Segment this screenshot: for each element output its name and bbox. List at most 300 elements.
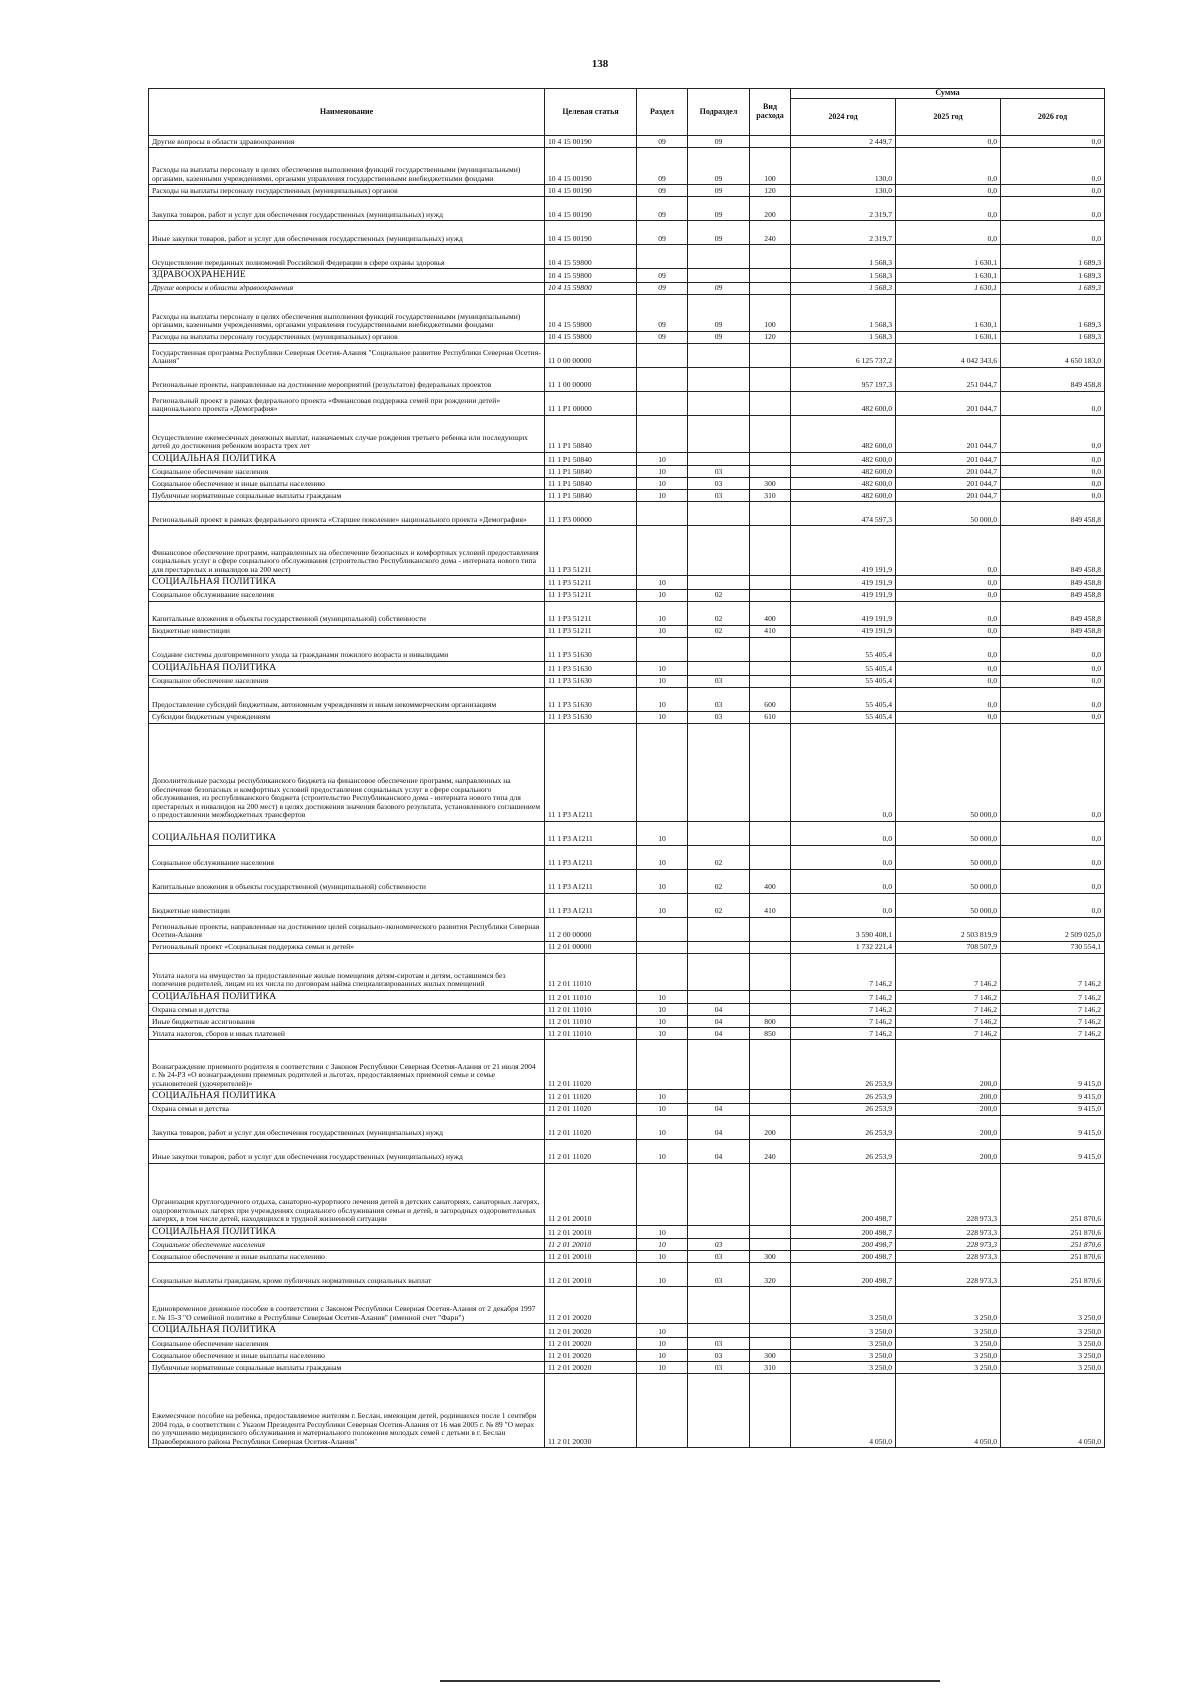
row-name: Уплата налогов, сборов и иных платежей [149, 1028, 545, 1040]
table-row [149, 1004, 1105, 1016]
header-sum: Сумма [791, 89, 1105, 99]
row-name: Региональные проекты, направленные на достижение мероприятий (результатов) федеральных проектов [149, 367, 545, 391]
row-target-article: 11 2 01 20010 [545, 1163, 637, 1225]
row-subsection [688, 415, 750, 452]
row-value-2026: 1 689,3 [1001, 269, 1105, 283]
row-value-2026: 0,0 [1001, 197, 1105, 221]
row-name: Социальные выплаты гражданам, кроме публичных нормативных социальных выплат [149, 1263, 545, 1287]
table-row [149, 1287, 1105, 1324]
row-section: 10 [637, 711, 688, 723]
row-subsection [688, 343, 750, 367]
row-name: СОЦИАЛЬНАЯ ПОЛИТИКА [149, 576, 545, 590]
row-value-2025: 0,0 [896, 185, 1001, 197]
row-section: 09 [637, 197, 688, 221]
row-name: Другие вопросы в области здравоохранения [149, 282, 545, 294]
table-row [149, 1103, 1105, 1115]
row-section: 10 [637, 452, 688, 466]
row-value-2026: 0,0 [1001, 452, 1105, 466]
row-value-2025: 4 050,0 [896, 1374, 1001, 1448]
row-value-2024: 0,0 [791, 723, 896, 821]
row-section [637, 391, 688, 415]
row-value-2026: 9 415,0 [1001, 1103, 1105, 1115]
row-value-2024: 0,0 [791, 845, 896, 869]
row-section: 10 [637, 478, 688, 490]
row-expense-type [750, 136, 791, 148]
row-value-2025: 50 000,0 [896, 893, 1001, 917]
table-row [149, 1225, 1105, 1239]
row-value-2026: 0,0 [1001, 869, 1105, 893]
row-value-2024: 2 449,7 [791, 136, 896, 148]
row-value-2024: 55 405,4 [791, 637, 896, 661]
row-name: Уплата налога на имущество за предоставленные жилые помещения детям-сиротам и детям, оставшимся без попечения родителей, лицам из их числа по договорам найма специализированных жилых помещений [149, 953, 545, 990]
row-value-2024: 1 568,3 [791, 245, 896, 269]
row-value-2025: 1 630,1 [896, 245, 1001, 269]
row-target-article: 11 1 P1 50840 [545, 478, 637, 490]
row-value-2026: 730 554,1 [1001, 941, 1105, 953]
row-subsection: 02 [688, 893, 750, 917]
row-target-article: 11 2 01 11020 [545, 1103, 637, 1115]
row-name: Капитальные вложения в объекты государственной (муниципальной) собственности [149, 869, 545, 893]
row-subsection [688, 821, 750, 845]
row-value-2024: 0,0 [791, 869, 896, 893]
row-target-article: 11 2 01 20020 [545, 1324, 637, 1338]
row-target-article: 11 0 00 00000 [545, 343, 637, 367]
row-value-2024: 474 597,3 [791, 502, 896, 526]
row-target-article: 10 4 15 59800 [545, 294, 637, 331]
row-value-2024: 55 405,4 [791, 675, 896, 687]
table-row [149, 723, 1105, 821]
row-expense-type [750, 637, 791, 661]
table-row [149, 869, 1105, 893]
row-section: 09 [637, 148, 688, 185]
row-value-2026: 251 870,6 [1001, 1225, 1105, 1239]
row-value-2024: 3 250,0 [791, 1324, 896, 1338]
row-expense-type [750, 245, 791, 269]
row-target-article: 10 4 15 00190 [545, 185, 637, 197]
row-target-article: 11 2 01 20020 [545, 1362, 637, 1374]
row-value-2024: 419 191,9 [791, 625, 896, 637]
header-subsection: Подраздел [688, 89, 750, 136]
row-subsection [688, 367, 750, 391]
row-name: СОЦИАЛЬНАЯ ПОЛИТИКА [149, 1225, 545, 1239]
row-expense-type [750, 466, 791, 478]
table-row [149, 661, 1105, 675]
row-value-2024: 2 319,7 [791, 197, 896, 221]
row-expense-type [750, 526, 791, 576]
row-section [637, 941, 688, 953]
row-target-article: 11 2 01 11010 [545, 953, 637, 990]
row-target-article: 11 1 P3 A1211 [545, 821, 637, 845]
row-value-2024: 1 568,3 [791, 294, 896, 331]
row-expense-type [750, 917, 791, 941]
table-row [149, 1251, 1105, 1263]
table-row [149, 953, 1105, 990]
table-row [149, 185, 1105, 197]
row-subsection [688, 391, 750, 415]
row-expense-type [750, 675, 791, 687]
row-section: 10 [637, 1139, 688, 1163]
row-value-2025: 0,0 [896, 687, 1001, 711]
header-2024: 2024 год [791, 98, 896, 135]
row-target-article: 11 1 P3 51630 [545, 637, 637, 661]
row-value-2026: 0,0 [1001, 675, 1105, 687]
header-name: Наименование [149, 89, 545, 136]
row-value-2026: 0,0 [1001, 711, 1105, 723]
row-name: Бюджетные инвестиции [149, 625, 545, 637]
row-section [637, 1040, 688, 1090]
table-row [149, 391, 1105, 415]
row-value-2026: 849 458,8 [1001, 589, 1105, 601]
row-subsection: 03 [688, 1338, 750, 1350]
row-value-2024: 55 405,4 [791, 687, 896, 711]
row-subsection [688, 245, 750, 269]
row-section [637, 502, 688, 526]
row-expense-type: 410 [750, 625, 791, 637]
row-section: 10 [637, 1115, 688, 1139]
row-value-2024: 26 253,9 [791, 1115, 896, 1139]
table-row [149, 821, 1105, 845]
row-target-article: 11 2 01 20030 [545, 1374, 637, 1448]
table-row [149, 282, 1105, 294]
table-row [149, 1163, 1105, 1225]
row-value-2025: 1 630,1 [896, 269, 1001, 283]
row-subsection: 03 [688, 711, 750, 723]
row-value-2026: 9 415,0 [1001, 1040, 1105, 1090]
row-subsection: 02 [688, 869, 750, 893]
row-target-article: 11 2 01 20010 [545, 1263, 637, 1287]
row-expense-type: 410 [750, 893, 791, 917]
row-value-2024: 130,0 [791, 185, 896, 197]
row-subsection [688, 1040, 750, 1090]
row-value-2026: 3 250,0 [1001, 1350, 1105, 1362]
row-expense-type [750, 1338, 791, 1350]
row-section: 10 [637, 1016, 688, 1028]
row-name: Региональный проект в рамках федерального проекта «Финансовая поддержка семей при рождении детей» национального проекта «Демография» [149, 391, 545, 415]
row-section [637, 953, 688, 990]
row-value-2025: 7 146,2 [896, 1004, 1001, 1016]
row-target-article: 11 2 01 11010 [545, 990, 637, 1004]
row-value-2024: 7 146,2 [791, 1004, 896, 1016]
table-row [149, 502, 1105, 526]
budget-table [148, 88, 1105, 1448]
row-target-article: 11 2 01 11020 [545, 1115, 637, 1139]
table-row [149, 1362, 1105, 1374]
row-section: 09 [637, 221, 688, 245]
row-target-article: 10 4 15 00190 [545, 221, 637, 245]
row-section: 10 [637, 490, 688, 502]
row-subsection [688, 661, 750, 675]
table-row [149, 1139, 1105, 1163]
row-value-2026: 251 870,6 [1001, 1239, 1105, 1251]
table-row [149, 1263, 1105, 1287]
row-expense-type: 310 [750, 1362, 791, 1374]
row-value-2024: 3 590 408,1 [791, 917, 896, 941]
row-section [637, 343, 688, 367]
row-value-2024: 1 568,3 [791, 331, 896, 343]
row-subsection: 04 [688, 1028, 750, 1040]
row-subsection [688, 990, 750, 1004]
row-value-2024: 7 146,2 [791, 1016, 896, 1028]
table-row [149, 197, 1105, 221]
row-name: СОЦИАЛЬНАЯ ПОЛИТИКА [149, 821, 545, 845]
row-value-2025: 3 250,0 [896, 1287, 1001, 1324]
row-section [637, 367, 688, 391]
row-value-2025: 50 000,0 [896, 845, 1001, 869]
row-expense-type [750, 452, 791, 466]
row-value-2026: 7 146,2 [1001, 990, 1105, 1004]
row-section: 10 [637, 1251, 688, 1263]
row-subsection: 04 [688, 1139, 750, 1163]
header-expense-type: Вид расхода [750, 89, 791, 136]
row-name: Осуществление ежемесячных денежных выплат, назначаемых случае рождения третьего ребенка или последующих детей до достижения ребенком возраста трех лет [149, 415, 545, 452]
row-section: 10 [637, 1028, 688, 1040]
row-expense-type [750, 1287, 791, 1324]
row-value-2025: 200,0 [896, 1040, 1001, 1090]
row-expense-type [750, 589, 791, 601]
table-row [149, 466, 1105, 478]
row-name: Социальное обеспечение населения [149, 1239, 545, 1251]
row-value-2025: 0,0 [896, 601, 1001, 625]
row-subsection: 09 [688, 197, 750, 221]
table-row [149, 675, 1105, 687]
row-target-article: 11 1 P1 50840 [545, 466, 637, 478]
table-row [149, 136, 1105, 148]
table-row [149, 1028, 1105, 1040]
table-row [149, 687, 1105, 711]
row-value-2026: 251 870,6 [1001, 1163, 1105, 1225]
table-row [149, 343, 1105, 367]
row-expense-type: 310 [750, 490, 791, 502]
row-name: Субсидии бюджетным учреждениям [149, 711, 545, 723]
row-subsection: 03 [688, 490, 750, 502]
row-value-2026: 9 415,0 [1001, 1139, 1105, 1163]
row-value-2025: 0,0 [896, 711, 1001, 723]
row-value-2026: 849 458,8 [1001, 526, 1105, 576]
row-value-2025: 201 044,7 [896, 466, 1001, 478]
row-value-2025: 201 044,7 [896, 391, 1001, 415]
table-row [149, 625, 1105, 637]
bottom-rule [440, 1680, 940, 1682]
row-value-2025: 201 044,7 [896, 415, 1001, 452]
row-section: 10 [637, 576, 688, 590]
header-2025: 2025 год [896, 98, 1001, 135]
row-value-2025: 0,0 [896, 221, 1001, 245]
row-subsection: 02 [688, 845, 750, 869]
row-name: Иные закупки товаров, работ и услуг для обеспечения государственных (муниципальных) нужд [149, 1139, 545, 1163]
row-name: Социальное обеспечение населения [149, 1338, 545, 1350]
row-expense-type [750, 990, 791, 1004]
row-value-2024: 200 498,7 [791, 1225, 896, 1239]
row-subsection: 09 [688, 221, 750, 245]
row-value-2026: 0,0 [1001, 687, 1105, 711]
row-subsection [688, 1163, 750, 1225]
row-value-2026: 849 458,8 [1001, 601, 1105, 625]
row-name: Социальное обеспечение населения [149, 675, 545, 687]
row-target-article: 11 2 01 00000 [545, 941, 637, 953]
row-name: Предоставление субсидий бюджетным, автономным учреждениям и иным некоммерческим организациям [149, 687, 545, 711]
row-subsection: 03 [688, 466, 750, 478]
row-value-2026: 0,0 [1001, 821, 1105, 845]
row-value-2024: 7 146,2 [791, 953, 896, 990]
table-row [149, 576, 1105, 590]
row-subsection: 02 [688, 601, 750, 625]
row-target-article: 11 1 P3 51211 [545, 526, 637, 576]
table-body [149, 136, 1105, 1448]
row-value-2025: 200,0 [896, 1103, 1001, 1115]
row-name: Социальное обеспечение и иные выплаты населению [149, 1251, 545, 1263]
row-target-article: 11 1 P3 51211 [545, 589, 637, 601]
table-row [149, 1239, 1105, 1251]
row-section: 10 [637, 625, 688, 637]
row-expense-type: 240 [750, 1139, 791, 1163]
row-name: Социальное обслуживание населения [149, 845, 545, 869]
row-value-2025: 228 973,3 [896, 1239, 1001, 1251]
row-expense-type: 200 [750, 1115, 791, 1139]
row-subsection [688, 269, 750, 283]
row-value-2024: 26 253,9 [791, 1040, 896, 1090]
row-value-2026: 0,0 [1001, 148, 1105, 185]
row-value-2025: 0,0 [896, 625, 1001, 637]
row-subsection: 09 [688, 148, 750, 185]
row-value-2025: 201 044,7 [896, 478, 1001, 490]
row-target-article: 11 1 P3 51211 [545, 625, 637, 637]
row-subsection: 03 [688, 478, 750, 490]
row-value-2026: 0,0 [1001, 637, 1105, 661]
row-subsection: 03 [688, 1350, 750, 1362]
row-name: Единовременное денежное пособие в соответствии с Законом Республики Северная Осетия-Алания от 2 декабря 1997 г. № 15-З "О семейной политике в Республике Северная Осетия-Алания" (именной счет "Фарн") [149, 1287, 545, 1324]
row-value-2026: 9 415,0 [1001, 1115, 1105, 1139]
row-subsection [688, 576, 750, 590]
row-value-2024: 3 250,0 [791, 1362, 896, 1374]
row-name: СОЦИАЛЬНАЯ ПОЛИТИКА [149, 661, 545, 675]
row-expense-type [750, 723, 791, 821]
row-target-article: 11 2 00 00000 [545, 917, 637, 941]
row-target-article: 11 1 P1 50840 [545, 452, 637, 466]
row-value-2026: 0,0 [1001, 466, 1105, 478]
row-target-article: 11 1 P3 51630 [545, 661, 637, 675]
row-target-article: 11 2 01 20010 [545, 1251, 637, 1263]
row-subsection: 02 [688, 625, 750, 637]
row-section: 10 [637, 1350, 688, 1362]
row-expense-type [750, 1163, 791, 1225]
row-subsection [688, 917, 750, 941]
row-section [637, 1287, 688, 1324]
row-name: Иные закупки товаров, работ и услуг для обеспечения государственных (муниципальных) нужд [149, 221, 545, 245]
row-target-article: 11 2 01 20020 [545, 1338, 637, 1350]
row-target-article: 11 1 P3 51211 [545, 601, 637, 625]
row-subsection: 04 [688, 1103, 750, 1115]
row-expense-type: 240 [750, 221, 791, 245]
row-value-2026: 0,0 [1001, 723, 1105, 821]
row-target-article: 11 2 01 11010 [545, 1004, 637, 1016]
table-row [149, 893, 1105, 917]
row-value-2024: 55 405,4 [791, 661, 896, 675]
row-section [637, 917, 688, 941]
row-value-2026: 3 250,0 [1001, 1338, 1105, 1350]
row-name: Охрана семьи и детства [149, 1004, 545, 1016]
row-target-article: 10 4 15 59800 [545, 331, 637, 343]
row-expense-type: 300 [750, 478, 791, 490]
row-expense-type: 200 [750, 197, 791, 221]
row-value-2024: 419 191,9 [791, 526, 896, 576]
row-value-2025: 50 000,0 [896, 502, 1001, 526]
row-value-2024: 957 197,3 [791, 367, 896, 391]
table-row [149, 367, 1105, 391]
row-value-2025: 228 973,3 [896, 1225, 1001, 1239]
table-row [149, 1090, 1105, 1104]
row-name: Охрана семьи и детства [149, 1103, 545, 1115]
table-row [149, 1374, 1105, 1448]
row-name: Вознаграждение приемного родителя в соответствии с Законом Республики Северная Осетия-Алания от 21 июля 2004 г. № 24-РЗ «О вознаграждении приемных родителей и льготах, предоставляемых приемной семье и семье усыновителей (удочерителей)» [149, 1040, 545, 1090]
row-expense-type: 120 [750, 331, 791, 343]
row-expense-type [750, 502, 791, 526]
table-row [149, 245, 1105, 269]
row-section: 10 [637, 1324, 688, 1338]
row-subsection: 03 [688, 687, 750, 711]
row-subsection [688, 941, 750, 953]
row-target-article: 11 1 P1 50840 [545, 415, 637, 452]
row-subsection [688, 1090, 750, 1104]
table-row [149, 452, 1105, 466]
row-value-2025: 7 146,2 [896, 990, 1001, 1004]
row-name: Организация круглогодичного отдыха, санаторно-курортного лечения детей в детских санаториях, санаторных лагерях, оздоровительных лагерях при учреждениях социального обслуживания семьи и детей, в загородных оздоровительных лагерях, в том числе детей, находящихся в трудной жизненной ситуации [149, 1163, 545, 1225]
table-row [149, 941, 1105, 953]
row-subsection: 04 [688, 1016, 750, 1028]
row-expense-type [750, 282, 791, 294]
row-name: Расходы на выплаты персоналу государственных (муниципальных) органов [149, 185, 545, 197]
row-value-2026: 1 689,3 [1001, 282, 1105, 294]
row-subsection: 03 [688, 1239, 750, 1251]
row-value-2026: 3 250,0 [1001, 1324, 1105, 1338]
row-value-2025: 201 044,7 [896, 490, 1001, 502]
row-name: Расходы на выплаты персоналу в целях обеспечения выполнения функций государственными (муниципальными) органами, казенными учреждениями, органами управления государственными внебюджетными фондами [149, 294, 545, 331]
table-row [149, 917, 1105, 941]
row-value-2024: 3 250,0 [791, 1350, 896, 1362]
row-value-2026: 0,0 [1001, 391, 1105, 415]
row-target-article: 11 2 01 11020 [545, 1090, 637, 1104]
row-value-2024: 0,0 [791, 821, 896, 845]
table-row [149, 637, 1105, 661]
row-value-2025: 200,0 [896, 1139, 1001, 1163]
row-value-2026: 251 870,6 [1001, 1263, 1105, 1287]
row-value-2025: 1 630,1 [896, 282, 1001, 294]
row-name: Осуществление переданных полномочий Российской Федерации в сфере охраны здоровья [149, 245, 545, 269]
row-name: Капитальные вложения в объекты государственной (муниципальной) собственности [149, 601, 545, 625]
row-target-article: 11 1 P3 A1211 [545, 893, 637, 917]
row-section: 10 [637, 869, 688, 893]
row-value-2025: 0,0 [896, 197, 1001, 221]
row-value-2024: 26 253,9 [791, 1103, 896, 1115]
row-name: Региональные проекты, направленные на достижение целей социально-экономического развития Республики Северная Осетия-Алания [149, 917, 545, 941]
row-expense-type [750, 953, 791, 990]
row-value-2026: 0,0 [1001, 185, 1105, 197]
row-name: ЗДРАВООХРАНЕНИЕ [149, 269, 545, 283]
table-row [149, 711, 1105, 723]
row-section: 10 [637, 1225, 688, 1239]
row-value-2025: 50 000,0 [896, 869, 1001, 893]
row-value-2025: 3 250,0 [896, 1324, 1001, 1338]
row-subsection: 04 [688, 1004, 750, 1016]
row-section: 10 [637, 1103, 688, 1115]
row-expense-type [750, 343, 791, 367]
row-target-article: 11 2 01 20010 [545, 1239, 637, 1251]
row-value-2024: 419 191,9 [791, 601, 896, 625]
row-name: Другие вопросы в области здравоохранения [149, 136, 545, 148]
row-target-article: 11 1 P3 51630 [545, 675, 637, 687]
row-section: 09 [637, 269, 688, 283]
row-section: 10 [637, 990, 688, 1004]
row-value-2024: 482 600,0 [791, 415, 896, 452]
